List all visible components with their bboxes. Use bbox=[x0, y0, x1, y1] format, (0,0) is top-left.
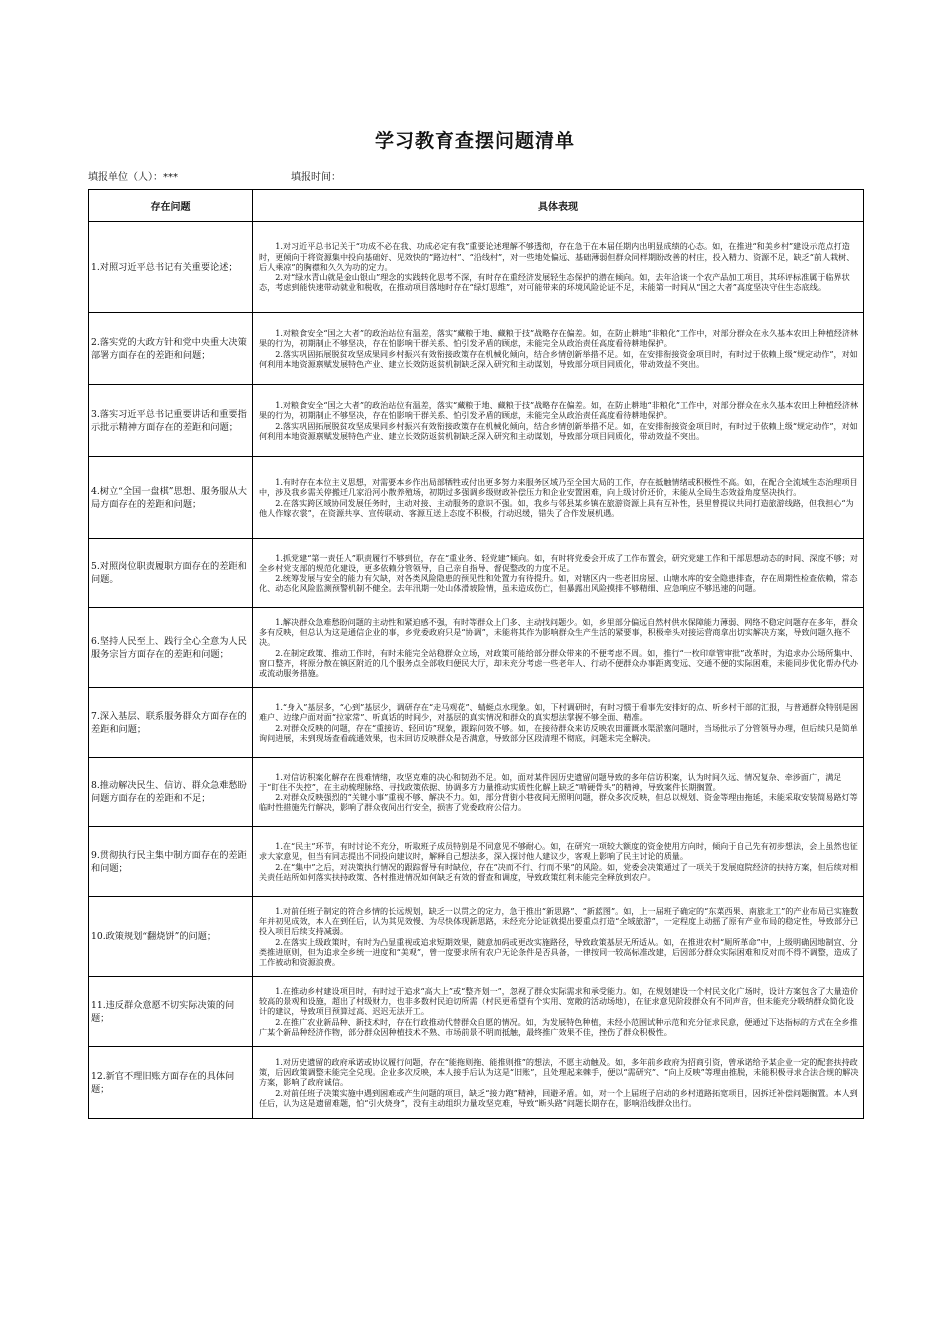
issue-cell: 4.树立“全国一盘棋”思想、服务服从大局方面存在的差距和问题； bbox=[89, 457, 253, 539]
detail-paragraph: 2.在落实上级政策时，有时为凸显重视或追求短期效果，随意加码或更改实施路径，导致政策基层无所适从。如，在推进农村“厕所革命”中，上级明确因地制宜、分类推进原则，但为追求全乡统一进度和“美观”，曾一度要求所有农户无论条件是否具备，一律按同一较高标准改建，后因部分群众实际困难和反对而不得不调整，造成了工作被动和资源浪费。 bbox=[259, 936, 859, 967]
detail-cell bbox=[253, 539, 864, 608]
page-title: 学习教育查摆问题清单 bbox=[374, 130, 575, 152]
detail-paragraph: 1.对粮食安全“国之大者”的政治站位有温差，落实“藏粮于地、藏粮于技”战略存在偏差。如，在防止耕地“非粮化”工作中，对部分群众在永久基本农田上种植经济林果的行为，初期制止不够坚决，存在怕影响干群关系、怕引发矛盾的顾虑，未能完全从政治责任高度看待耕地保护。 bbox=[259, 328, 859, 349]
detail-paragraph: 2.对群众反映的问题，存在“重接访、轻回访”现象，跟踪问效不够。如，在接待群众来访反映农田灌溉水渠淤塞问题时，当场批示了分管领导办理，但后续只是简单询问进展，未到现场查看疏通效果，也未回访反映群众是否满意，导致部分区段清理不彻底，问题未完全解决。 bbox=[259, 722, 858, 743]
detail-cell bbox=[253, 977, 864, 1047]
detail-cell bbox=[253, 1047, 864, 1119]
detail-cell bbox=[253, 385, 864, 457]
table-row bbox=[89, 758, 864, 827]
table-row bbox=[89, 897, 864, 977]
issue-cell: 9.贯彻执行民主集中制方面存在的差距和问题； bbox=[89, 827, 253, 897]
detail-paragraph: 2.落实巩固拓展脱贫攻坚成果同乡村振兴有效衔接政策存在机械化倾向，结合乡情创新举措不足。如，在安排衔接资金项目时，有时过于依赖上级“规定动作”，对如何利用本地资源禀赋发展特色产业、建立长效防返贫机制缺乏深入研究和主动谋划，导致部分项目同质化，带动效益不突出。 bbox=[259, 348, 858, 369]
detail-paragraph: 1.“身入”基层多，“心到”基层少，调研存在“走马观花”、蜻蜓点水现象。如，下村调研时，有时习惯于看事先安排好的点、听乡村干部的汇报，与普通群众特别是困难户、边缘户面对面“拉家常”、听真话的时间少，对基层的真实情况和群众的真实想法掌握不够全面、精准。 bbox=[259, 702, 859, 723]
issue-cell: 8.推动解决民生、信访、群众急难愁盼问题方面存在的差距和不足； bbox=[89, 758, 253, 827]
header-issue: 存在问题 bbox=[89, 190, 253, 222]
detail-cell bbox=[253, 897, 864, 977]
table-header-row bbox=[89, 190, 864, 222]
table-row bbox=[89, 827, 864, 897]
issue-cell: 2.落实党的大政方针和党中央重大决策部署方面存在的差距和问题； bbox=[89, 313, 253, 385]
issue-cell: 3.落实习近平总书记重要讲话和重要指示批示精神方面存在的差距和问题； bbox=[89, 385, 253, 457]
header-detail: 具体表现 bbox=[253, 190, 864, 222]
issue-table bbox=[88, 189, 864, 1119]
detail-paragraph: 1.在推动乡村建设项目时，有时过于追求“高大上”或“整齐划一”，忽视了群众实际需求和承受能力。如，在规划建设一个村民文化广场时，设计方案包含了大量造价较高的景观和设施，超出了村级财力，也非多数村民迫切所需（村民更希望有个实用、宽敞的活动场地），在征求意见阶段群众有不同声音，但未能充分吸纳群众简化设计的建议，导致项目预算过高、迟迟无法开工。 bbox=[259, 985, 858, 1017]
detail-cell bbox=[253, 457, 864, 539]
table-row bbox=[89, 222, 864, 313]
detail-paragraph: 2.落实巩固拓展脱贫攻坚成果同乡村振兴有效衔接政策存在机械化倾向，结合乡情创新举措不足。如，在安排衔接资金项目时，有时过于依赖上级“规定动作”，对如何利用本地资源禀赋发展特色产业、建立长效防返贫机制缺乏深入研究和主动谋划，导致部分项目同质化，带动效益不突出。 bbox=[259, 420, 858, 441]
table-row bbox=[89, 608, 864, 688]
detail-paragraph: 1.对历史遗留的政府承诺或协议履行问题，存在“能拖则拖、能推则推”的想法，不愿主动触及。如，多年前乡政府为招商引资，曾承诺给予某企业一定的配套扶持政策，后因政策调整未能完全兑现。企业多次反映，本人接手后认为这是“旧账”，且处理起来棘手，便以“需研究”、“向上反映”等理由推脱，未能积极寻求合法合规的解决方案，影响了政府诚信。 bbox=[259, 1056, 859, 1088]
detail-cell bbox=[253, 608, 864, 688]
table-row bbox=[89, 457, 864, 539]
table-row bbox=[89, 385, 864, 457]
detail-paragraph: 2.在“集中”之后，对决策执行情况的跟踪督导有时缺位，存在“决而不行、行而不果”的风险。如，党委会决策通过了一项关于发展庭院经济的扶持方案，但后续对相关责任站所如何落实扶持政策、各村推进情况如何缺乏有效的督查和调度，导致政策红利未能完全释放到农户。 bbox=[259, 861, 858, 882]
detail-cell bbox=[253, 827, 864, 897]
detail-paragraph: 1.解决群众急难愁盼问题的主动性和紧迫感不强，有时等群众上门多、主动找问题少。如，乡里部分偏远自然村供水保障能力薄弱、网络不稳定问题存在多年，群众多有反映，但总认为这是通信企业的事，乡党委政府只是“协调”，未能将其作为影响群众生产生活的紧要事，积极牵头对接运营商拿出切实解决方案，导致问题久拖不决。 bbox=[259, 616, 858, 648]
detail-paragraph: 1.在“民主”环节，有时讨论不充分，听取班子成员特别是不同意见不够耐心。如，在研究一项较大额度的资金使用方向时，倾向于自己先有初步想法，会上虽然也征求大家意见，但当有同志提出不同投向建议时，解释自己想法多，深入探讨他人建议少，客观上影响了民主讨论的质量。 bbox=[259, 841, 858, 862]
detail-paragraph: 2.对群众反映强烈的“关键小事”重视不够、解决不力。如，部分背街小巷夜间无照明问题，群众多次反映，但总以规划、资金等理由拖延，未能采取安装简易路灯等临时性措施先行解决，影响了群众夜间出行安全，损害了党委政府公信力。 bbox=[259, 792, 858, 813]
table-row bbox=[89, 1047, 864, 1119]
detail-paragraph: 2.统筹发展与安全的能力有欠缺，对各类风险隐患的预见性和处置力有待提升。如，对辖区内一些老旧房屋、山塘水库的安全隐患排查，存在周期性检查依赖，常态化、动态化风险监测预警机制不健全。去年汛期一处山体滑坡险情，虽未造成伤亡，但暴露出风险摸排不够精细、应急响应不够迅速的问题。 bbox=[259, 573, 858, 594]
detail-cell bbox=[253, 222, 864, 313]
table-row bbox=[89, 313, 864, 385]
detail-paragraph: 1.对粮食安全“国之大者”的政治站位有温差，落实“藏粮于地、藏粮于技”战略存在偏差。如，在防止耕地“非粮化”工作中，对部分群众在永久基本农田上种植经济林果的行为，初期制止不够坚决，存在怕影响干群关系、怕引发矛盾的顾虑，未能完全从政治责任高度看待耕地保护。 bbox=[259, 400, 859, 421]
detail-cell bbox=[253, 313, 864, 385]
table-row bbox=[89, 539, 864, 608]
detail-paragraph: 1.抓党建“第一责任人”职责履行不够到位，存在“重业务、轻党建”倾向。如，有时将党委会开成了工作布置会，研究党建工作和干部思想动态的时间、深度不够；对全乡村党支部的规范化建设，更多依赖分管领导，自己亲自指导、督促整改的力度不足。 bbox=[259, 552, 858, 573]
issue-cell: 10.政策规划“翻烧饼”的问题； bbox=[89, 897, 253, 977]
detail-paragraph: 1.对前任班子制定的符合乡情的长远规划，缺乏一以贯之的定力，急于推出“新思路”、“新蓝图”。如，上一届班子确定的“东菜西果、南旅北工”的产业布局已实施数年并初见成效，本人在到任后，认为其见效慢、为尽快体现新思路，未经充分论证就提出要重点打造“全域旅游”，一定程度上动摇了原有产业布局的稳定性，导致部分已投入项目后续支持减弱。 bbox=[259, 905, 859, 937]
issue-cell: 7.深入基层、联系服务群众方面存在的差距和问题； bbox=[89, 688, 253, 758]
issue-cell: 11.违反群众意愿不切实际决策的问题； bbox=[89, 977, 253, 1047]
detail-paragraph: 2.对“绿水青山就是金山银山”理念的实践转化思考不深，有时存在重经济发展轻生态保护的潜在倾向。如，去年洽谈一个农产品加工项目，其环评标准属于临界状态，考虑到能快速带动就业和税收，在推动项目落地时存在“绿灯思维”，对可能带来的环境风险论证不足，未能第一时间从“国之大者”高度坚决守住生态底线。 bbox=[259, 272, 850, 293]
detail-cell bbox=[253, 758, 864, 827]
detail-paragraph: 1.对信访积案化解存在畏难情绪，攻坚克难的决心和韧劲不足。如，面对某件因历史遗留问题导致的多年信访积案，认为时间久远、情况复杂、牵涉面广，满足于“盯住不失控”，在主动梳理脉络、寻找政策依据、协调多方力量推动实质性化解上缺乏“啃硬骨头”的精神，导致案件长期搁置。 bbox=[259, 771, 842, 792]
report-date-label: 填报时间： bbox=[291, 172, 341, 183]
detail-paragraph: 2.在制定政策、推动工作时，有时未能完全站稳群众立场，对政策可能给部分群众带来的不便考虑不周。如，推行“一枚印章管审批”改革时，为追求办公场所集中、窗口整齐，将原分散在镇区附近的几个服务点全部收归便民大厅，却未充分考虑一些老年人、行动不便群众办事距离变远、交通不便的实际困难，未能同步优化帮办代办或流动服务措施。 bbox=[259, 647, 858, 678]
issue-cell: 1.对照习近平总书记有关重要论述； bbox=[89, 222, 253, 313]
issue-cell: 5.对照岗位职责履职方面存在的差距和问题。 bbox=[89, 539, 253, 608]
issue-cell: 12.新官不理旧账方面存在的具体问题； bbox=[89, 1047, 253, 1119]
detail-paragraph: 2.在落实跨区域协同发展任务时，主动对接、主动服务的意识不强。如，我乡与邻县某乡镇在旅游资源上具有互补性，县里曾提议共同打造旅游线路，但我担心“为他人作嫁衣裳”，在资源共享、宣传联动、客源互送上态度不积极，行动迟缓，错失了合作发展机遇。 bbox=[259, 497, 854, 518]
detail-paragraph: 2.在推广农业新品种、新技术时，存在行政推动代替群众自愿的情况。如，为发展特色种植，未经小范围试种示范和充分征求民意，便通过下达指标的方式在全乡推广某个新品种经济作物，部分群众因种植技术不熟、市场前景不明而抵触，最终推广效果不佳，挫伤了群众积极性。 bbox=[259, 1016, 858, 1037]
reporter-label: 填报单位（人）：*** bbox=[88, 172, 178, 183]
table-row bbox=[89, 688, 864, 758]
detail-paragraph: 2.对前任班子决策实施中遇到困难或产生问题的项目，缺乏“接力跑”精神，回避矛盾。如，对一个上届班子启动的乡村道路拓宽项目，因拆迁补偿问题搁置。本人到任后，认为这是遗留难题，怕“引火烧身”，没有主动组织力量攻坚克难，导致“断头路”问题长期存在，影响沿线群众出行。 bbox=[259, 1087, 858, 1108]
detail-paragraph: 1.对习近平总书记关于“功成不必在我、功成必定有我”重要论述理解不够透彻，存在急于在本届任期内出明显成绩的心态。如，在推进“和美乡村”建设示范点打造时，更倾向于将资源集中投向基础好、见效快的“路边村”、“沿线村”，对一些地处偏远、基础薄弱但群众同样期盼改善的村庄，投入精力、资源不足，缺乏“前人栽树、后人乘凉”的胸襟和久久为功的定力。 bbox=[259, 241, 855, 272]
table-row bbox=[89, 977, 864, 1047]
detail-paragraph: 1.有时存在本位主义思想，对需要本乡作出局部牺牲或付出更多努力来服务区域乃至全国大局的工作，存在抵触情绪或积极性不高。如，在配合全流域生态治理项目中，涉及我乡需关停搬迁几家沿河小散养殖场，初期过多强调乡级财政补偿压力和企业安置困难，向上级讨价还价，未能从全局生态效益角度坚决执行。 bbox=[259, 477, 858, 498]
detail-cell bbox=[253, 688, 864, 758]
issue-cell: 6.坚持人民至上、践行全心全意为人民服务宗旨方面存在的差距和问题； bbox=[89, 608, 253, 688]
